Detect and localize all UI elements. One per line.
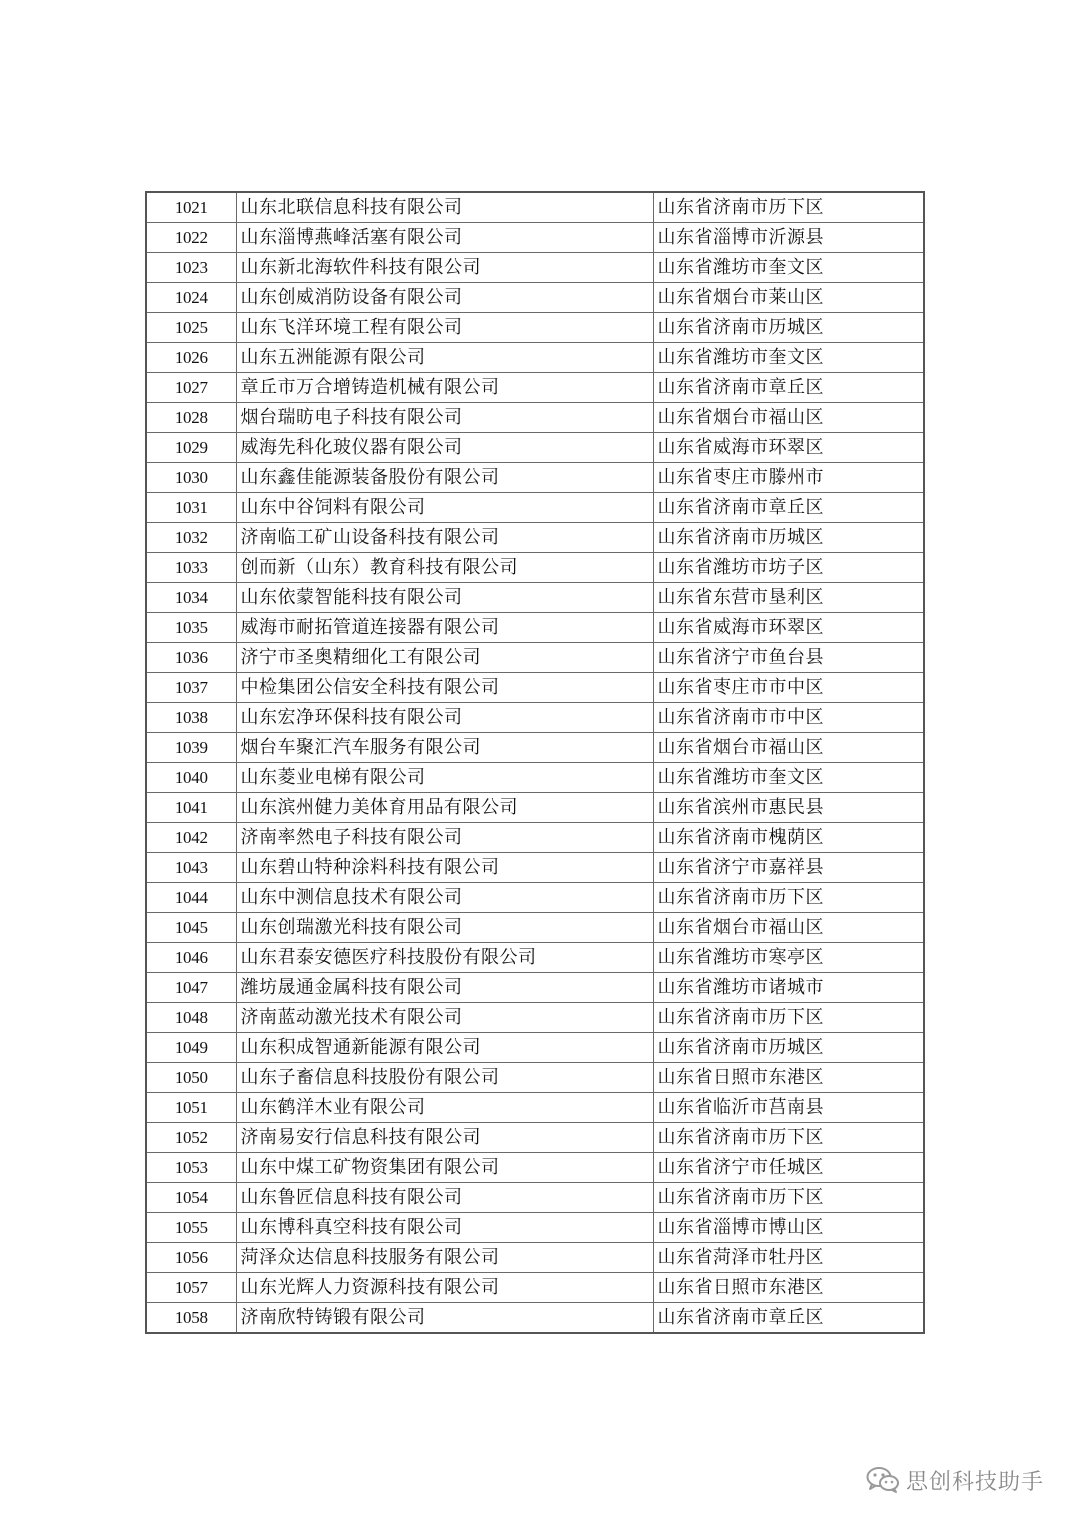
company-location: 山东省菏泽市牡丹区 — [653, 1243, 924, 1273]
row-number: 1054 — [146, 1183, 236, 1213]
company-location: 山东省潍坊市坊子区 — [653, 553, 924, 583]
table-row — [146, 1123, 924, 1153]
company-name: 济南率然电子科技有限公司 — [236, 823, 653, 853]
company-name: 山东鹤洋木业有限公司 — [236, 1093, 653, 1123]
company-location: 山东省日照市东港区 — [653, 1273, 924, 1303]
company-location: 山东省济南市历下区 — [653, 883, 924, 913]
company-name: 山东创威消防设备有限公司 — [236, 283, 653, 313]
company-name: 山东五洲能源有限公司 — [236, 343, 653, 373]
company-name: 山东创瑞激光科技有限公司 — [236, 913, 653, 943]
table-row — [146, 463, 924, 493]
table-row — [146, 703, 924, 733]
company-location: 山东省潍坊市奎文区 — [653, 253, 924, 283]
company-name: 山东依蒙智能科技有限公司 — [236, 583, 653, 613]
row-number: 1052 — [146, 1123, 236, 1153]
table-row — [146, 523, 924, 553]
company-name: 济南临工矿山设备科技有限公司 — [236, 523, 653, 553]
row-number: 1026 — [146, 343, 236, 373]
row-number: 1042 — [146, 823, 236, 853]
company-location: 山东省潍坊市奎文区 — [653, 343, 924, 373]
table-row — [146, 1243, 924, 1273]
table-row — [146, 883, 924, 913]
company-location: 山东省济南市章丘区 — [653, 493, 924, 523]
table-row — [146, 853, 924, 883]
company-name: 烟台车聚汇汽车服务有限公司 — [236, 733, 653, 763]
row-number: 1037 — [146, 673, 236, 703]
company-name: 济南易安行信息科技有限公司 — [236, 1123, 653, 1153]
row-number: 1024 — [146, 283, 236, 313]
row-number: 1056 — [146, 1243, 236, 1273]
watermark-text: 思创科技助手 — [905, 1469, 1044, 1495]
company-name: 山东鑫佳能源装备股份有限公司 — [236, 463, 653, 493]
table-row — [146, 793, 924, 823]
company-location: 山东省东营市垦利区 — [653, 583, 924, 613]
company-name: 山东君泰安德医疗科技股份有限公司 — [236, 943, 653, 973]
company-location: 山东省烟台市福山区 — [653, 913, 924, 943]
company-location: 山东省济南市章丘区 — [653, 373, 924, 403]
company-name: 济南欣特铸锻有限公司 — [236, 1303, 653, 1334]
row-number: 1029 — [146, 433, 236, 463]
table-row — [146, 1153, 924, 1183]
company-name: 山东菱业电梯有限公司 — [236, 763, 653, 793]
table-row — [146, 433, 924, 463]
company-location: 山东省济宁市任城区 — [653, 1153, 924, 1183]
company-location: 山东省济宁市鱼台县 — [653, 643, 924, 673]
row-number: 1036 — [146, 643, 236, 673]
table-row — [146, 223, 924, 253]
company-location: 山东省济南市历下区 — [653, 1183, 924, 1213]
company-name: 山东积成智通新能源有限公司 — [236, 1033, 653, 1063]
table-row — [146, 313, 924, 343]
row-number: 1023 — [146, 253, 236, 283]
table-row — [146, 1213, 924, 1243]
company-location: 山东省济南市槐荫区 — [653, 823, 924, 853]
table-row — [146, 943, 924, 973]
company-location: 山东省潍坊市寒亭区 — [653, 943, 924, 973]
company-location: 山东省枣庄市滕州市 — [653, 463, 924, 493]
wechat-icon — [866, 1466, 900, 1494]
company-location: 山东省枣庄市市中区 — [653, 673, 924, 703]
company-name: 烟台瑞昉电子科技有限公司 — [236, 403, 653, 433]
company-name: 济南蓝动激光技术有限公司 — [236, 1003, 653, 1033]
table-row — [146, 1063, 924, 1093]
row-number: 1044 — [146, 883, 236, 913]
company-location: 山东省济南市历城区 — [653, 1033, 924, 1063]
company-location: 山东省潍坊市诸城市 — [653, 973, 924, 1003]
company-name: 山东碧山特种涂料科技有限公司 — [236, 853, 653, 883]
company-location: 山东省济宁市嘉祥县 — [653, 853, 924, 883]
company-name: 山东鲁匠信息科技有限公司 — [236, 1183, 653, 1213]
table-row — [146, 673, 924, 703]
company-name: 创而新（山东）教育科技有限公司 — [236, 553, 653, 583]
company-name: 威海市耐拓管道连接器有限公司 — [236, 613, 653, 643]
watermark — [866, 1462, 1044, 1498]
row-number: 1035 — [146, 613, 236, 643]
company-name: 山东光辉人力资源科技有限公司 — [236, 1273, 653, 1303]
company-table-container — [145, 191, 923, 1334]
table-row — [146, 1093, 924, 1123]
company-name: 山东子畜信息科技股份有限公司 — [236, 1063, 653, 1093]
row-number: 1021 — [146, 192, 236, 223]
row-number: 1043 — [146, 853, 236, 883]
table-row — [146, 913, 924, 943]
row-number: 1039 — [146, 733, 236, 763]
company-name: 威海先科化玻仪器有限公司 — [236, 433, 653, 463]
row-number: 1047 — [146, 973, 236, 1003]
company-table-body — [146, 192, 924, 1333]
company-location: 山东省淄博市沂源县 — [653, 223, 924, 253]
company-table — [145, 191, 925, 1334]
company-name: 中检集团公信安全科技有限公司 — [236, 673, 653, 703]
row-number: 1049 — [146, 1033, 236, 1063]
table-row — [146, 373, 924, 403]
row-number: 1025 — [146, 313, 236, 343]
table-row — [146, 643, 924, 673]
company-location: 山东省日照市东港区 — [653, 1063, 924, 1093]
company-name: 山东中测信息技术有限公司 — [236, 883, 653, 913]
table-row — [146, 823, 924, 853]
company-location: 山东省济南市历下区 — [653, 1123, 924, 1153]
row-number: 1055 — [146, 1213, 236, 1243]
company-location: 山东省威海市环翠区 — [653, 433, 924, 463]
company-location: 山东省威海市环翠区 — [653, 613, 924, 643]
table-row — [146, 403, 924, 433]
company-location: 山东省济南市历下区 — [653, 1003, 924, 1033]
company-name: 山东中煤工矿物资集团有限公司 — [236, 1153, 653, 1183]
row-number: 1027 — [146, 373, 236, 403]
company-location: 山东省济南市历下区 — [653, 192, 924, 223]
company-name: 潍坊晟通金属科技有限公司 — [236, 973, 653, 1003]
row-number: 1031 — [146, 493, 236, 523]
company-location: 山东省滨州市惠民县 — [653, 793, 924, 823]
row-number: 1048 — [146, 1003, 236, 1033]
table-row — [146, 733, 924, 763]
company-name: 菏泽众达信息科技服务有限公司 — [236, 1243, 653, 1273]
row-number: 1034 — [146, 583, 236, 613]
table-row — [146, 1183, 924, 1213]
company-location: 山东省烟台市福山区 — [653, 403, 924, 433]
table-row — [146, 1003, 924, 1033]
company-location: 山东省济南市历城区 — [653, 523, 924, 553]
table-row — [146, 613, 924, 643]
company-name: 济宁市圣奥精细化工有限公司 — [236, 643, 653, 673]
row-number: 1038 — [146, 703, 236, 733]
company-location: 山东省淄博市博山区 — [653, 1213, 924, 1243]
table-row — [146, 283, 924, 313]
row-number: 1041 — [146, 793, 236, 823]
company-name: 章丘市万合增铸造机械有限公司 — [236, 373, 653, 403]
row-number: 1046 — [146, 943, 236, 973]
row-number: 1028 — [146, 403, 236, 433]
table-row — [146, 973, 924, 1003]
row-number: 1033 — [146, 553, 236, 583]
company-location: 山东省济南市市中区 — [653, 703, 924, 733]
row-number: 1053 — [146, 1153, 236, 1183]
table-row — [146, 253, 924, 283]
row-number: 1051 — [146, 1093, 236, 1123]
row-number: 1050 — [146, 1063, 236, 1093]
row-number: 1032 — [146, 523, 236, 553]
company-location: 山东省济南市章丘区 — [653, 1303, 924, 1334]
table-row — [146, 763, 924, 793]
table-row — [146, 343, 924, 373]
company-name: 山东北联信息科技有限公司 — [236, 192, 653, 223]
company-name: 山东滨州健力美体育用品有限公司 — [236, 793, 653, 823]
table-row — [146, 1303, 924, 1334]
company-name: 山东宏净环保科技有限公司 — [236, 703, 653, 733]
table-row — [146, 1033, 924, 1063]
company-location: 山东省潍坊市奎文区 — [653, 763, 924, 793]
row-number: 1057 — [146, 1273, 236, 1303]
company-location: 山东省临沂市莒南县 — [653, 1093, 924, 1123]
table-row — [146, 553, 924, 583]
row-number: 1040 — [146, 763, 236, 793]
row-number: 1022 — [146, 223, 236, 253]
company-name: 山东中谷饲料有限公司 — [236, 493, 653, 523]
row-number: 1030 — [146, 463, 236, 493]
row-number: 1045 — [146, 913, 236, 943]
company-name: 山东博科真空科技有限公司 — [236, 1213, 653, 1243]
company-location: 山东省烟台市莱山区 — [653, 283, 924, 313]
row-number: 1058 — [146, 1303, 236, 1334]
table-row — [146, 192, 924, 223]
company-location: 山东省烟台市福山区 — [653, 733, 924, 763]
company-location: 山东省济南市历城区 — [653, 313, 924, 343]
company-name: 山东新北海软件科技有限公司 — [236, 253, 653, 283]
table-row — [146, 1273, 924, 1303]
company-name: 山东飞洋环境工程有限公司 — [236, 313, 653, 343]
company-name: 山东淄博燕峰活塞有限公司 — [236, 223, 653, 253]
table-row — [146, 493, 924, 523]
table-row — [146, 583, 924, 613]
